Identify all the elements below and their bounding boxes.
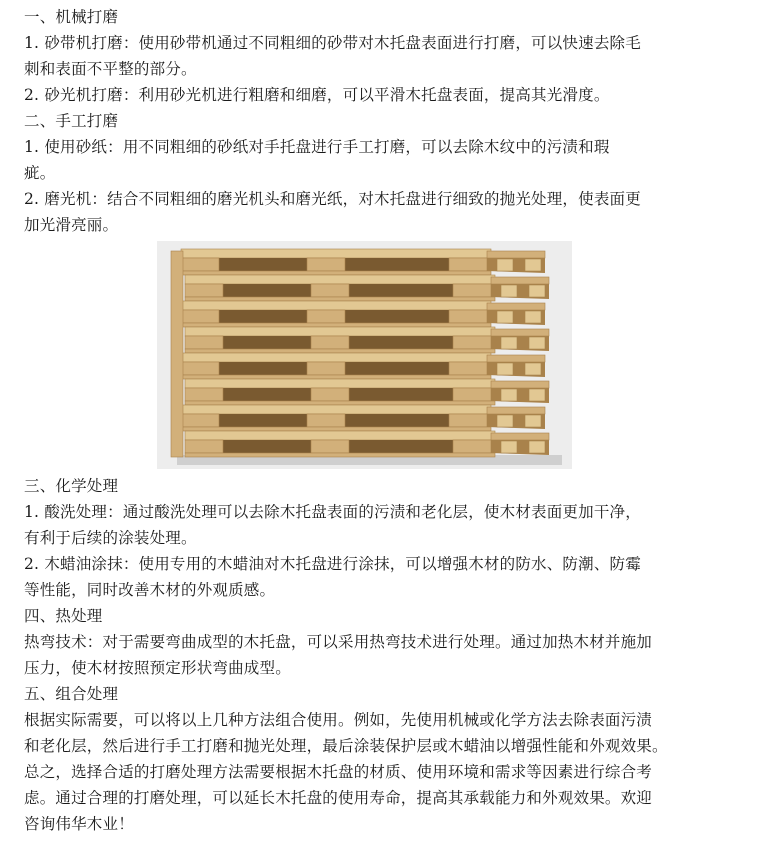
pallet-side-block [501,389,517,401]
pallet-side-block [529,285,545,297]
pallet-bottom-board [181,323,491,327]
pallet-bottom-board [181,271,491,275]
pallet-block [307,362,345,375]
pallet-deck-board [181,249,491,258]
pallet-bottom-board [185,297,495,301]
pallet-side-block [525,415,541,427]
pallet-deck-board-side [487,303,545,310]
pallet-block [311,440,349,453]
pallet-side-block [525,311,541,323]
paragraph-line: 疵。 [24,164,56,182]
pallet-block [453,388,491,401]
paragraph-line: 加光滑亮丽。 [24,216,119,234]
paragraph-line: 等性能，同时改善木材的外观质感。 [24,581,276,599]
pallet-block [181,258,219,271]
pallet-block [185,284,223,297]
paragraph-line: 根据实际需要，可以将以上几种方法组合使用。例如，先使用机械或化学方法去除表面污渍 [24,711,653,729]
paragraph-line: 1. 酸洗处理：通过酸洗处理可以去除木托盘表面的污渍和老化层，使木材表面更加干净， [24,503,641,521]
pallet-deck-board [181,405,491,414]
pallet-bottom-board [185,349,495,353]
section-heading-mechanical: 一、机械打磨 [24,8,119,26]
paragraph-line: 和老化层，然后进行手工打磨和抛光处理，最后涂装保护层或木蜡油以增强性能和外观效果。 [24,737,668,755]
paragraph-line: 2. 磨光机：结合不同粗细的磨光机头和磨光纸，对木托盘进行细致的抛光处理，使表面更 [24,190,641,208]
pallet-deck-board-side [491,433,549,440]
pallet-block [311,284,349,297]
paragraph-line: 刺和表面不平整的部分。 [24,60,197,78]
pallet-stack-illustration [157,241,572,469]
pallet-block [311,388,349,401]
pallet-deck-board [185,431,495,440]
pallet-side-block [529,337,545,349]
pallet-deck-board-side [487,355,545,362]
pallet-side-block [497,311,513,323]
section-heading-manual: 二、手工打磨 [24,112,119,130]
pallet-deck-board-side [491,381,549,388]
pallet-side-block [525,363,541,375]
pallet-block [307,258,345,271]
pallet-bottom-board [185,453,495,457]
paragraph-line: 2. 木蜡油涂抹：使用专用的木蜡油对木托盘进行涂抹，可以增强木材的防水、防潮、防霉 [24,555,641,573]
pallet-deck-board [181,301,491,310]
pallet-side-block [497,363,513,375]
pallet-deck-board [185,327,495,336]
pallet-block [307,310,345,323]
pallet-side-block [529,389,545,401]
pallet-block [453,336,491,349]
pallet-block [185,336,223,349]
pallet-block [449,310,487,323]
paragraph-line: 热弯技术：对于需要弯曲成型的木托盘，可以采用热弯技术进行处理。通过加热木材并施加 [24,633,653,651]
pallet-deck-board [181,353,491,362]
pallet-deck-board-side [491,277,549,284]
pallet-block [449,414,487,427]
section-heading-chemical: 三、化学处理 [24,477,119,495]
pallet-side-block [497,259,513,271]
pallet-block [449,258,487,271]
section-heading-combined: 五、组合处理 [24,685,119,703]
pallet-block [311,336,349,349]
paragraph-line: 总之，选择合适的打磨处理方法需要根据木托盘的材质、使用环境和需求等因素进行综合考 [24,763,653,781]
pallet-block [181,362,219,375]
pallet-block [307,414,345,427]
pallet-stack-image [157,241,572,469]
paragraph-line: 1. 砂带机打磨：使用砂带机通过不同粗细的砂带对木托盘表面进行打磨，可以快速去除毛 [24,34,641,52]
paragraph-line: 有利于后续的涂装处理。 [24,529,197,547]
paragraph-line: 压力，使木材按照预定形状弯曲成型。 [24,659,291,677]
pallet-side-block [501,441,517,453]
paragraph-line: 1. 使用砂纸：用不同粗细的砂纸对手托盘进行手工打磨，可以去除木纹中的污渍和瑕 [24,138,610,156]
pallet-side-block [501,337,517,349]
pallet-block [185,388,223,401]
pallet-block [185,440,223,453]
pallet-bottom-board [181,427,491,431]
paragraph-line: 虑。通过合理的打磨处理，可以延长木托盘的使用寿命，提高其承载能力和外观效果。欢迎 [24,789,653,807]
pallet-side-block [529,441,545,453]
pallet-deck-board-side [491,329,549,336]
pallet-block [453,440,491,453]
pallet-block [453,284,491,297]
pallet-side-block [525,259,541,271]
section-heading-heat: 四、热处理 [24,607,103,625]
pallet-block [181,414,219,427]
pallet-side-block [501,285,517,297]
pallet-side-block [497,415,513,427]
paragraph-line: 2. 砂光机打磨：利用砂光机进行粗磨和细磨，可以平滑木托盘表面，提高其光滑度。 [24,86,610,104]
pallet-stack-edge [171,251,183,457]
pallet-block [449,362,487,375]
pallet-bottom-board [181,375,491,379]
pallet-deck-board [185,379,495,388]
pallet-bottom-board [185,401,495,405]
pallet-block [181,310,219,323]
pallet-deck-board-side [487,407,545,414]
pallet-deck-board-side [487,251,545,258]
pallet-deck-board [185,275,495,284]
paragraph-line: 咨询伟华木业！ [24,815,134,833]
